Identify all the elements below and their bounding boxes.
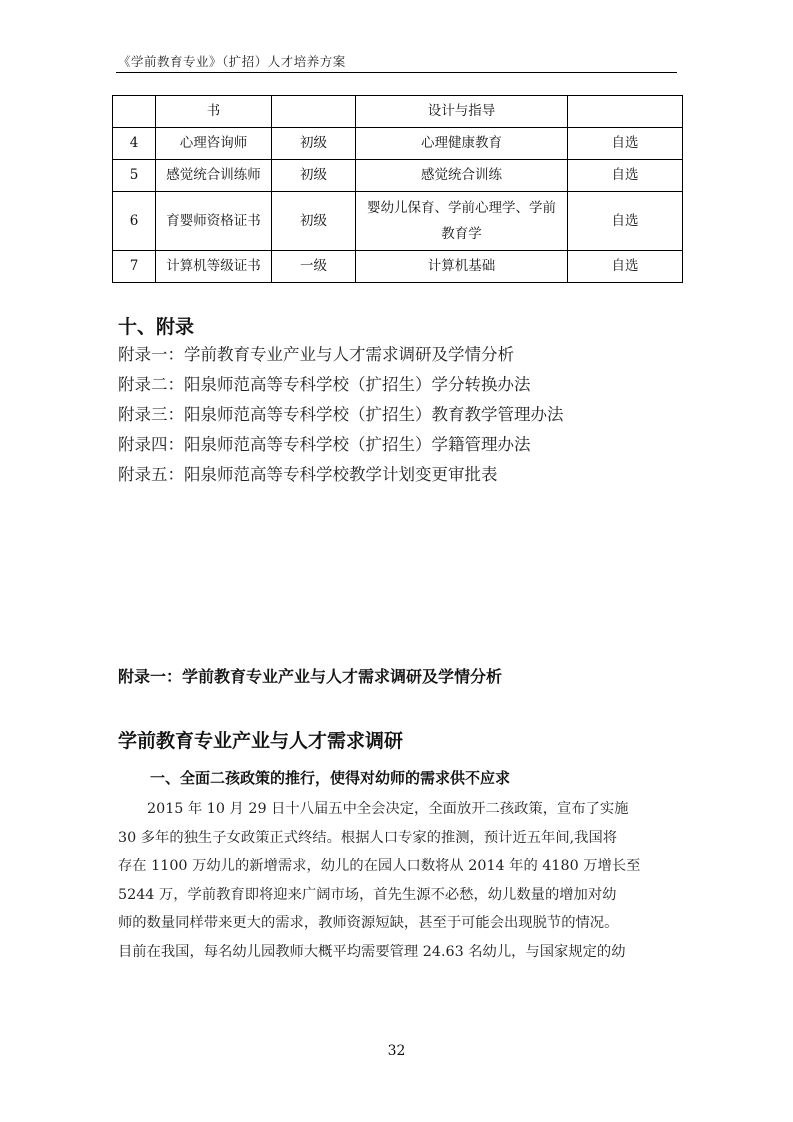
list-item: 附录二：阳泉师范高等专科学校（扩招生）学分转换办法 <box>118 375 531 394</box>
body-paragraph <box>118 795 676 966</box>
cell-level: 初级 <box>272 192 356 251</box>
cell-course: 感觉统合训练 <box>356 160 568 192</box>
cell-type: 自选 <box>568 128 683 160</box>
list-item: 附录三：阳泉师范高等专科学校（扩招生）教育教学管理办法 <box>118 405 564 424</box>
paragraph-line: 30 多年的独生子女政策正式终结。根据人口专家的推测，预计近五年间,我国将 <box>118 829 618 846</box>
appendix-section-title: 十、附录 <box>118 316 195 338</box>
sub-heading: 一、全面二孩政策的推行，使得对幼师的需求供不应求 <box>150 769 511 787</box>
cell-name: 感觉统合训练师 <box>156 160 272 192</box>
table-row <box>113 251 683 283</box>
page-header: 《学前教育专业》（扩招）人才培养方案 <box>118 54 346 69</box>
page-number: 32 <box>387 1043 406 1059</box>
table-row <box>113 96 683 128</box>
appendix-list <box>118 340 564 490</box>
cell-course: 心理健康教育 <box>356 128 568 160</box>
paragraph-line: 师的数量同样带来更大的需求，教师资源短缺，甚至于可能会出现脱节的情况。 <box>118 915 619 931</box>
cell-no <box>113 96 156 128</box>
cell-course-line: 教育学 <box>441 226 482 242</box>
cell-no: 4 <box>113 128 156 160</box>
paragraph-line: 目前在我国，每名幼儿园教师大概平均需要管理 24.63 名幼儿，与国家规定的幼 <box>118 943 626 960</box>
certificate-table <box>112 95 683 283</box>
cell-level: 初级 <box>272 160 356 192</box>
cell-type: 自选 <box>568 192 683 251</box>
cell-name: 计算机等级证书 <box>156 251 272 283</box>
cell-type <box>568 96 683 128</box>
cell-level <box>272 96 356 128</box>
header-rule <box>116 72 677 73</box>
table-row <box>113 160 683 192</box>
appendix1-heading: 附录一：学前教育专业产业与人才需求调研及学情分析 <box>118 667 503 686</box>
cell-name: 书 <box>156 96 272 128</box>
cell-level: 一级 <box>272 251 356 283</box>
cell-course <box>356 192 568 251</box>
list-item: 附录五：阳泉师范高等专科学校教学计划变更审批表 <box>118 465 498 484</box>
cell-type: 自选 <box>568 160 683 192</box>
table-row <box>113 128 683 160</box>
cell-course: 计算机基础 <box>356 251 568 283</box>
cell-level: 初级 <box>272 128 356 160</box>
cell-no: 5 <box>113 160 156 192</box>
paragraph-line: 2015 年 10 月 29 日十八届五中全会决定，全面放开二孩政策，宣布了实施 <box>147 801 629 817</box>
cell-no: 6 <box>113 192 156 251</box>
list-item: 附录一：学前教育专业产业与人才需求调研及学情分析 <box>118 345 514 364</box>
table-row <box>113 192 683 251</box>
paragraph-line: 存在 1100 万幼儿的新增需求，幼儿的在园人口数将从 2014 年的 4180 万增长至 <box>118 858 641 874</box>
cell-type: 自选 <box>568 251 683 283</box>
cell-no: 7 <box>113 251 156 283</box>
cell-name: 育婴师资格证书 <box>156 192 272 251</box>
research-heading: 学前教育专业产业与人才需求调研 <box>118 730 404 752</box>
cell-course: 设计与指导 <box>356 96 568 128</box>
cell-name: 心理咨询师 <box>156 128 272 160</box>
paragraph-line: 5244 万，学前教育即将迎来广阔市场，首先生源不必愁，幼儿数量的增加对幼 <box>118 886 617 903</box>
list-item: 附录四：阳泉师范高等专科学校（扩招生）学籍管理办法 <box>118 435 531 454</box>
cell-course-line: 婴幼儿保育、学前心理学、学前 <box>367 200 556 216</box>
